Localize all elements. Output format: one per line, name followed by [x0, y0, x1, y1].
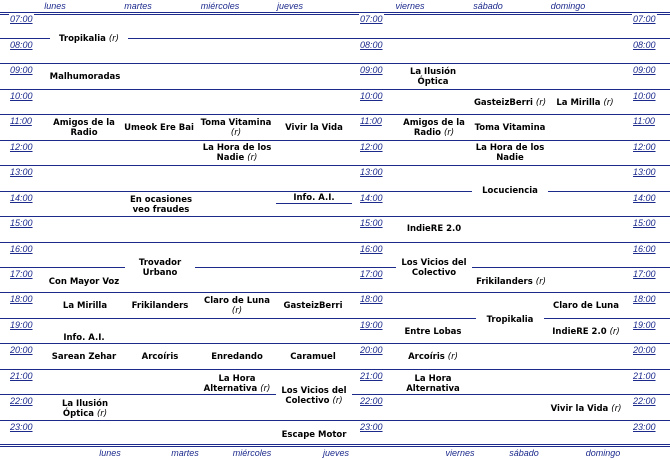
program-slot[interactable]: Entre Lobas	[400, 327, 466, 337]
hour-label: 22:00	[10, 396, 33, 406]
divider	[0, 292, 670, 293]
day-header-top: martes	[124, 1, 152, 11]
day-header-top: sábado	[473, 1, 503, 11]
program-slot[interactable]: Los Vicios del Colectivo (r)	[276, 386, 352, 406]
program-slot[interactable]: IndieRE 2.0	[398, 224, 470, 234]
hour-label: 17:00	[360, 269, 383, 279]
hour-label: 15:00	[360, 218, 383, 228]
day-header-bottom: viernes	[445, 448, 475, 458]
day-header-bottom: jueves	[322, 448, 349, 458]
program-slot[interactable]: La Mirilla	[50, 301, 120, 311]
program-slot[interactable]: Claro de Luna	[550, 301, 622, 311]
program-slot[interactable]: Info. A.I.	[276, 193, 352, 204]
hour-label: 08:00	[633, 40, 656, 50]
program-slot[interactable]: Vivir la Vida (r)	[548, 404, 624, 414]
program-slot[interactable]: Amigos de la Radio (r)	[398, 118, 470, 138]
divider	[0, 267, 670, 268]
hour-label: 16:00	[633, 244, 656, 254]
day-header-top: jueves	[276, 1, 303, 11]
day-header-top: domingo	[550, 1, 586, 11]
program-slot[interactable]: Toma Vitamina (r)	[200, 118, 272, 138]
day-header-top: lunes	[44, 1, 66, 11]
hour-label: 11:00	[360, 116, 382, 126]
hour-label: 23:00	[10, 422, 33, 432]
program-slot[interactable]: Umeok Ere Bai	[124, 123, 194, 133]
divider	[0, 216, 670, 217]
program-slot[interactable]: Info. A.I.	[48, 333, 120, 343]
program-slot[interactable]: Locuciencia	[472, 186, 548, 196]
program-slot[interactable]: GasteizBerri	[278, 301, 348, 311]
hour-label: 13:00	[633, 167, 656, 177]
hour-label: 20:00	[633, 345, 656, 355]
hour-label: 23:00	[360, 422, 383, 432]
program-slot[interactable]: Caramuel	[282, 352, 344, 362]
hour-label: 16:00	[10, 244, 33, 254]
program-slot[interactable]: Sarean Zehar	[48, 352, 120, 362]
program-slot[interactable]: Con Mayor Voz	[45, 277, 123, 287]
program-slot[interactable]: IndieRE 2.0 (r)	[548, 327, 624, 337]
program-slot[interactable]: Frikilanders (r)	[472, 277, 550, 287]
hour-label: 18:00	[633, 294, 656, 304]
hour-label: 08:00	[10, 40, 33, 50]
hour-label: 19:00	[633, 320, 656, 330]
divider	[0, 12, 670, 15]
program-slot[interactable]: Vivir la Vida	[280, 123, 348, 133]
divider	[0, 444, 670, 447]
hour-label: 15:00	[633, 218, 656, 228]
program-slot[interactable]: La Hora de los Nadie	[470, 143, 550, 163]
hour-label: 11:00	[10, 116, 32, 126]
day-header-bottom: miércoles	[232, 448, 272, 458]
program-slot[interactable]: Toma Vitamina	[472, 123, 548, 133]
day-header-top: miércoles	[200, 1, 240, 11]
divider	[0, 191, 670, 192]
day-header-bottom: domingo	[585, 448, 621, 458]
program-slot[interactable]: Los Vicios del Colectivo	[396, 258, 472, 278]
day-header-top: viernes	[395, 1, 425, 11]
hour-label: 20:00	[10, 345, 33, 355]
day-header-bottom: martes	[171, 448, 199, 458]
hour-label: 21:00	[633, 371, 656, 381]
hour-label: 23:00	[633, 422, 656, 432]
divider	[0, 89, 670, 90]
day-header-bottom: sábado	[509, 448, 539, 458]
program-slot[interactable]: La Ilusión Óptica	[402, 67, 464, 87]
hour-label: 20:00	[360, 345, 383, 355]
hour-label: 11:00	[633, 116, 655, 126]
divider	[0, 318, 670, 319]
program-slot[interactable]: Amigos de la Radio	[48, 118, 120, 138]
program-slot[interactable]: Tropikalia (r)	[50, 34, 128, 44]
hour-label: 10:00	[10, 91, 33, 101]
program-slot[interactable]: Enredando	[204, 352, 270, 362]
program-slot[interactable]: Frikilanders	[124, 301, 196, 311]
hour-label: 16:00	[360, 244, 383, 254]
hour-label: 18:00	[10, 294, 33, 304]
hour-label: 09:00	[633, 65, 656, 75]
program-slot[interactable]: Claro de Luna (r)	[200, 296, 274, 316]
hour-label: 12:00	[360, 142, 383, 152]
hour-label: 15:00	[10, 218, 33, 228]
hour-label: 19:00	[360, 320, 383, 330]
program-slot[interactable]: Malhumoradas	[45, 72, 125, 82]
program-slot[interactable]: GasteizBerri (r)	[470, 98, 550, 108]
hour-label: 09:00	[10, 65, 33, 75]
day-header-bottom: lunes	[99, 448, 121, 458]
hour-label: 19:00	[10, 320, 33, 330]
program-slot[interactable]: La Mirilla (r)	[554, 98, 616, 108]
hour-label: 09:00	[360, 65, 383, 75]
program-slot[interactable]: La Hora Alternativa	[400, 374, 466, 394]
hour-label: 14:00	[360, 193, 383, 203]
hour-label: 07:00	[633, 14, 656, 24]
hour-label: 07:00	[360, 14, 383, 24]
divider	[0, 242, 670, 243]
program-slot[interactable]: La Hora Alternativa (r)	[200, 374, 274, 394]
hour-label: 14:00	[10, 193, 33, 203]
program-slot[interactable]: Arcoíris	[132, 352, 188, 362]
hour-label: 07:00	[10, 14, 33, 24]
hour-label: 17:00	[10, 269, 33, 279]
divider	[0, 140, 670, 141]
hour-label: 21:00	[10, 371, 33, 381]
hour-label: 12:00	[633, 142, 656, 152]
divider	[0, 343, 670, 344]
divider	[0, 420, 670, 421]
hour-label: 17:00	[633, 269, 656, 279]
program-slot[interactable]: Tropikalia	[476, 315, 544, 325]
program-slot[interactable]: La Hora de los Nadie (r)	[198, 143, 276, 163]
hour-label: 22:00	[633, 396, 656, 406]
program-slot[interactable]: En ocasiones veo fraudes	[124, 195, 198, 215]
hour-label: 13:00	[10, 167, 33, 177]
program-slot[interactable]: Trovador Urbano	[125, 258, 195, 278]
hour-label: 10:00	[633, 91, 656, 101]
divider	[0, 63, 670, 64]
program-slot[interactable]: La Ilusión Óptica (r)	[52, 399, 118, 419]
program-slot[interactable]: Escape Motor	[278, 430, 350, 440]
hour-label: 12:00	[10, 142, 33, 152]
divider	[0, 369, 670, 370]
divider	[0, 114, 670, 115]
divider	[0, 165, 670, 166]
hour-label: 14:00	[633, 193, 656, 203]
hour-label: 08:00	[360, 40, 383, 50]
hour-label: 18:00	[360, 294, 383, 304]
hour-label: 22:00	[360, 396, 383, 406]
hour-label: 21:00	[360, 371, 383, 381]
hour-label: 13:00	[360, 167, 383, 177]
hour-label: 10:00	[360, 91, 383, 101]
program-slot[interactable]: Arcoíris (r)	[402, 352, 464, 362]
